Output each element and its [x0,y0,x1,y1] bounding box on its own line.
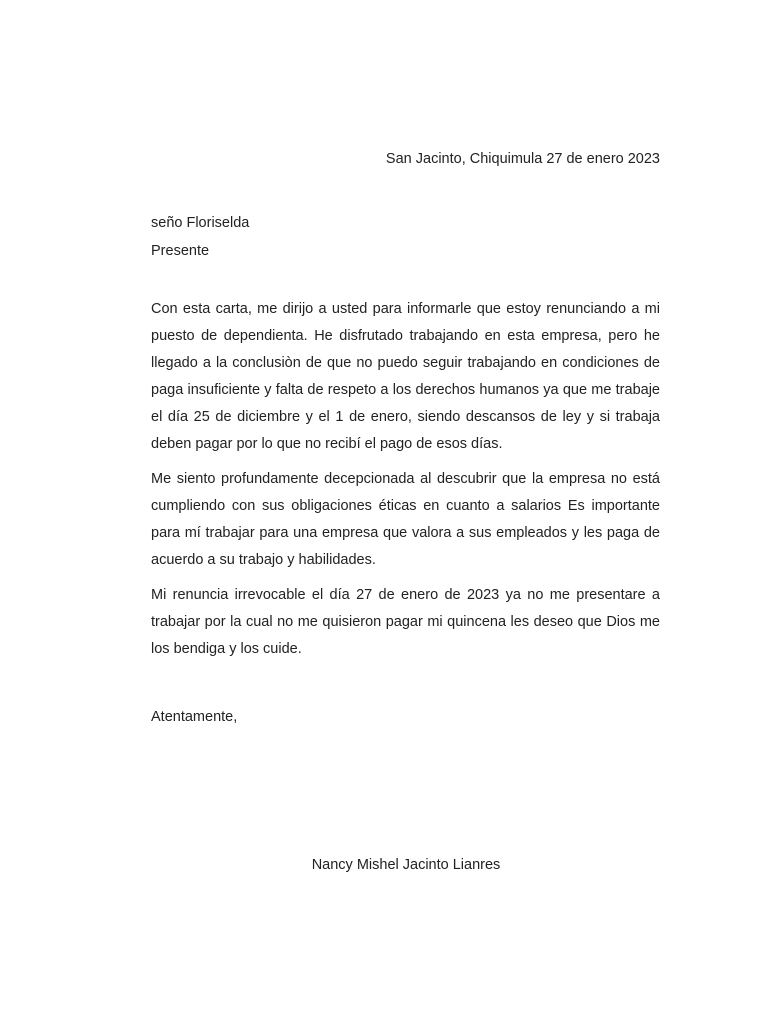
signature-name: Nancy Mishel Jacinto Lianres [311,857,501,873]
letter-body [151,296,660,663]
date-line: San Jacinto, Chiquimula 27 de enero 2023 [385,151,660,167]
paragraph-1: Con esta carta, me dirijo a usted para informarle que estoy renunciando a mi puesto de dependienta. He disfrutado trabajando en esta empresa, pero he llegado a la conclusiòn de que no puedo seguir trabajando en condiciones de paga insuficiente y falta de respeto a los derechos humanos ya que me trabaje el día 25 de diciembre y el 1 de enero, siendo descansos de ley y si trabaja deben pagar por lo que no recibí el pago de esos días. [151,301,660,452]
paragraph-2: Me siento profundamente decepcionada al descubrir que la empresa no está cumpliendo con sus obligaciones éticas en cuanto a salarios Es importante para mí trabajar para una empresa que valora a sus empleados y les paga de acuerdo a su trabajo y habilidades. [151,471,660,568]
paragraph-3: Mi renuncia irrevocable el día 27 de enero de 2023 ya no me presentare a trabajar por la cual no me quisieron pagar mi quincena les deseo que Dios me los bendiga y los cuide. [151,587,660,657]
recipient-name: seño Floriselda [151,215,250,231]
recipient-block [151,209,249,265]
closing-line: Atentamente, [151,709,238,725]
recipient-presente: Presente [151,243,210,259]
